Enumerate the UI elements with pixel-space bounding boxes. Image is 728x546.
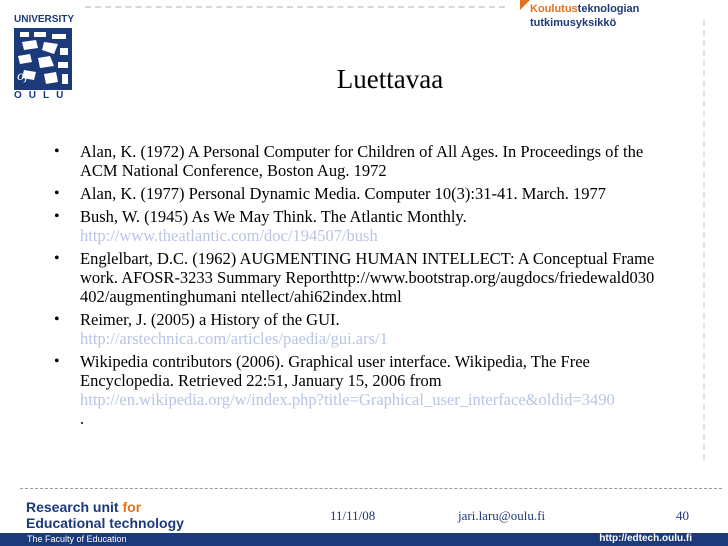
reference-text: • Bush, W. (1945) As We May Think. The Atlantic Monthly.: [80, 207, 467, 226]
research-for-text: for: [122, 499, 142, 515]
research-unit-label: [26, 499, 184, 531]
footer-date: 11/11/08: [330, 508, 376, 523]
logo-university-text: UNIVERSITY: [14, 14, 75, 25]
reference-item: [54, 310, 656, 348]
bottom-bar: [0, 533, 728, 546]
badge-accent-word: Koulutus: [530, 3, 578, 15]
reference-link[interactable]: http://en.wikipedia.org/w/index.php?title=Graphical_user_interface&oldid=3490: [80, 390, 615, 409]
header-divider: [85, 6, 505, 8]
logo-of-text: of: [17, 69, 29, 83]
reference-text: • Alan, K. (1972) A Personal Computer for Children of All Ages. In Proceedings of the ACM National Conference, Boston Aug. 1972: [80, 142, 644, 180]
page-number: 40: [676, 508, 689, 523]
research-unit-text: Research unit: [26, 499, 123, 515]
faculty-label: The Faculty of Education: [27, 534, 127, 544]
research-line-1: [26, 499, 184, 515]
reference-item: [54, 352, 656, 428]
badge-line-1: [530, 3, 639, 15]
reference-list: [54, 142, 656, 432]
reference-text: • Englelbart, D.C. (1962) AUGMENTING HUMAN INTELLECT: A Conceptual Framework. AFOSR-3233 Summary Reporthttp://www.bootstrap.org/augdocs/friedewald030402/augmentinghumani ntellect/ahi62index.html: [80, 249, 655, 306]
footer-url-link[interactable]: http://edtech.oulu.fi: [599, 533, 692, 544]
badge-accent-triangle: [520, 0, 530, 10]
footer-divider: [20, 488, 722, 489]
badge-rest-word: teknologian: [577, 3, 640, 15]
logo-oulu-text: OULU: [14, 90, 71, 101]
reference-item: [54, 249, 656, 306]
reference-text: • Alan, K. (1977) Personal Dynamic Media. Computer 10(3):31-41. March. 1977: [80, 184, 607, 203]
reference-tail: .: [80, 409, 85, 428]
footer-email[interactable]: jari.laru@oulu.fi: [458, 508, 546, 523]
reference-text: • Wikipedia contributors (2006). Graphical user interface. Wikipedia, The Free Encyclopedia. Retrieved 22:51, January 15, 2006 from: [80, 352, 590, 390]
reference-link[interactable]: http://arstechnica.com/articles/paedia/gui.ars/1: [80, 329, 388, 348]
reference-text: • Reimer, J. (2005) a History of the GUI.: [80, 310, 340, 329]
badge-line-2: tutkimusyksikkö: [530, 17, 617, 29]
reference-item: [54, 207, 656, 245]
research-line-2: Educational technology: [26, 515, 184, 531]
reference-item: [54, 184, 656, 203]
slide-title: Luettavaa: [336, 64, 444, 94]
research-unit-badge: [520, 0, 728, 36]
reference-link[interactable]: http://www.theatlantic.com/doc/194507/bush: [80, 226, 378, 245]
reference-item: [54, 142, 656, 180]
